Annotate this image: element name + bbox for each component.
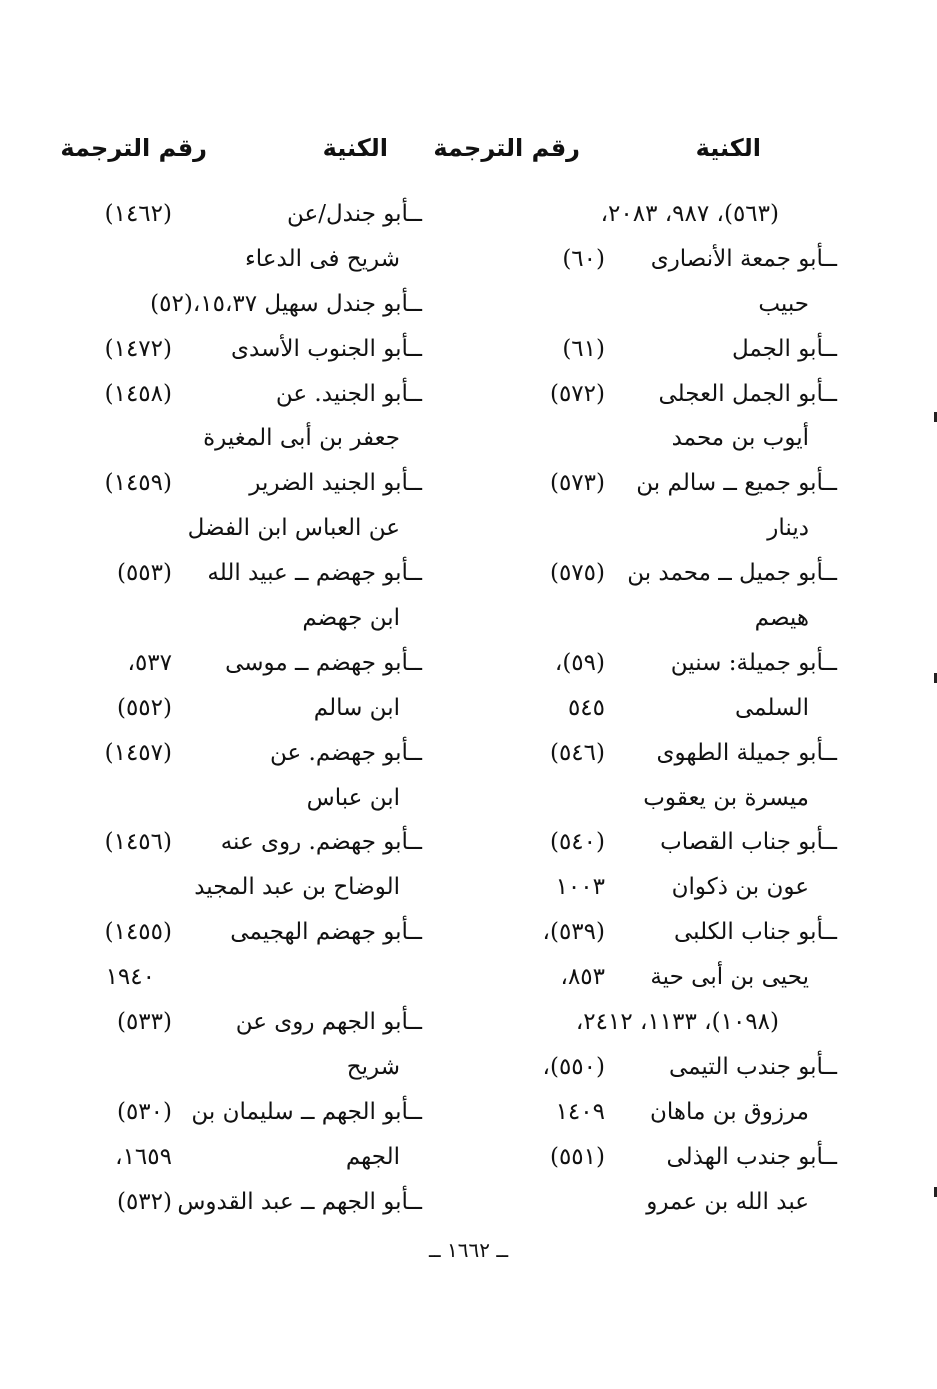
entry-number: (٥٣٢) xyxy=(116,1188,172,1215)
index-entry xyxy=(465,776,837,821)
index-entry xyxy=(465,955,837,1000)
entry-number: (١٤٧٢) xyxy=(104,335,172,362)
index-entry xyxy=(87,1090,422,1135)
entry-kunya: يحيى بن أبى حية xyxy=(650,964,809,991)
entry-kunya: ــأبو جميل ــ محمد بن xyxy=(627,560,837,587)
header-right-number: رقم الترجمة xyxy=(433,134,580,162)
index-entry xyxy=(87,596,422,641)
entry-kunya: ــأبو جندل/عن xyxy=(286,201,422,227)
index-entry xyxy=(87,955,422,1000)
entry-kunya: ــأبو جناب الكلبى xyxy=(673,919,837,946)
index-entry xyxy=(465,461,837,506)
entry-kunya: ــأبو جهضم ــ موسى xyxy=(225,649,422,676)
index-entry xyxy=(465,1090,837,1135)
entry-kunya: ــأبو الجنيد الضرير xyxy=(249,470,422,497)
index-entry xyxy=(87,686,422,731)
index-entry xyxy=(465,416,837,461)
index-entry xyxy=(465,1045,837,1090)
entry-kunya: دينار xyxy=(767,515,809,542)
index-entry xyxy=(465,506,837,551)
entry-number: (١٤٥٥) xyxy=(104,919,172,946)
entry-kunya: ابن جهضم xyxy=(302,605,400,632)
entry-number: (١٤٥٦) xyxy=(104,829,172,856)
entry-kunya: ــأبو جندل سهيل ١٥،٣٧،(٥٢) xyxy=(150,290,422,317)
index-entry xyxy=(87,731,422,776)
index-entry xyxy=(87,461,422,506)
index-entry xyxy=(87,551,422,596)
entry-number: ٥٣٧، xyxy=(127,649,172,676)
index-entry xyxy=(465,372,837,417)
entry-number: ١٠٠٣ xyxy=(555,874,605,901)
entry-kunya: ــأبو الجنوب الأسدى xyxy=(231,335,422,362)
entry-kunya: هيصم xyxy=(754,605,809,632)
right-column xyxy=(465,192,837,1224)
entry-number: ٥٤٥ xyxy=(567,694,605,721)
entry-kunya: ــأبو جناب القصاب xyxy=(660,829,837,856)
index-entry xyxy=(87,1180,422,1225)
entry-kunya: أيوب بن محمد xyxy=(671,425,809,452)
entry-kunya: ــأبو جهضم. روى عنه xyxy=(220,829,422,856)
index-entry xyxy=(87,910,422,955)
entry-kunya: الجهم xyxy=(345,1143,400,1170)
index-entry xyxy=(465,731,837,776)
entry-kunya: حبيب xyxy=(758,290,809,317)
entry-kunya: جعفر بن أبى المغيرة xyxy=(203,425,400,452)
entry-kunya: ــأبو الجهم ــ سليمان بن xyxy=(191,1098,422,1125)
index-entry xyxy=(87,192,422,237)
entry-kunya: ــأبو جهضم الهجيمى xyxy=(230,919,422,946)
page-number: ــ ١٦٦٢ ــ xyxy=(428,1238,509,1262)
index-entry xyxy=(87,282,422,327)
entry-kunya: عن العباس ابن الفضل xyxy=(187,515,400,542)
index-entry xyxy=(87,1045,422,1090)
entry-number: (٥٥٣) xyxy=(116,560,172,587)
entry-number: (٥٤٠) xyxy=(549,829,605,856)
entry-kunya: السلمى xyxy=(735,694,809,721)
entry-kunya: شريح فى الدعاء xyxy=(244,245,400,272)
index-entry xyxy=(87,641,422,686)
index-entry xyxy=(465,192,837,237)
entry-kunya: مرزوق بن ماهان xyxy=(650,1098,809,1125)
entry-number: (١٤٥٧) xyxy=(104,739,172,766)
entry-kunya: ــأبو جميع ــ سالم بن xyxy=(636,470,837,497)
index-entry xyxy=(87,776,422,821)
index-entry xyxy=(465,1180,837,1225)
index-entry xyxy=(87,327,422,372)
index-entry xyxy=(465,551,837,596)
entry-number: (٥٥٠)، xyxy=(542,1053,605,1080)
entry-kunya: ــأبو جميلة: سنين xyxy=(670,649,837,676)
entry-kunya: ــأبو الجمل العجلى xyxy=(658,380,837,407)
entry-number: (٥٣٣) xyxy=(116,1009,172,1036)
entry-number: (١٤٥٩) xyxy=(104,470,172,497)
index-entry xyxy=(465,596,837,641)
index-entry xyxy=(465,237,837,282)
entry-kunya: ابن سالم xyxy=(313,694,400,721)
entry-number: ١٦٥٩، xyxy=(115,1143,172,1170)
entry-number: (٥٦٣)، ٩٨٧، ٢٠٨٣، xyxy=(600,201,779,227)
entry-number: ١٩٤٠ xyxy=(105,964,155,991)
index-entry xyxy=(87,237,422,282)
entry-kunya: عبد الله بن عمرو xyxy=(646,1188,809,1215)
entry-kunya: ــأبو جهضم ــ عبيد الله xyxy=(207,560,422,587)
entry-number: ٨٥٣، xyxy=(560,964,605,991)
header-left-number: رقم الترجمة xyxy=(60,134,207,162)
entry-kunya: ميسرة بن يعقوب xyxy=(643,784,809,811)
entry-number: ١٤٠٩ xyxy=(555,1098,605,1125)
index-entry xyxy=(87,1000,422,1045)
entry-number: (٥٧٥) xyxy=(549,560,605,587)
entry-number: (٥٣٩)، xyxy=(542,919,605,946)
index-entry xyxy=(465,282,837,327)
entry-kunya: شريح xyxy=(346,1053,400,1080)
index-entry xyxy=(465,1000,837,1045)
entry-kunya: ــأبو جهضم. عن xyxy=(269,739,422,766)
entry-number: (١٤٦٢) xyxy=(104,201,172,227)
index-entry xyxy=(465,910,837,955)
entry-kunya: الوضاح بن عبد المجيد xyxy=(194,874,400,901)
index-entry xyxy=(87,372,422,417)
index-entry xyxy=(465,865,837,910)
entry-number: (١٤٥٨) xyxy=(104,380,172,407)
index-entry xyxy=(465,1135,837,1180)
index-entry xyxy=(87,865,422,910)
index-entry xyxy=(465,327,837,372)
header-left-kunya: الكنية xyxy=(322,134,388,162)
index-entry xyxy=(87,416,422,461)
entry-kunya: ــأبو جندب التيمى xyxy=(668,1053,837,1080)
left-column xyxy=(87,192,422,1224)
entry-number: (٥٩)، xyxy=(554,649,605,676)
entry-number: (٥٥١) xyxy=(549,1143,605,1170)
index-entry xyxy=(465,686,837,731)
index-entry xyxy=(87,1135,422,1180)
entry-kunya: ــأبو جمعة الأنصارى xyxy=(650,245,837,272)
header-right-kunya: الكنية xyxy=(695,134,761,162)
entry-kunya: ــأبو جندب الهذلى xyxy=(666,1143,837,1170)
entry-kunya: ــأبو جميلة الطهوى xyxy=(656,739,837,766)
entry-number: (٥٧٣) xyxy=(549,470,605,497)
index-entry xyxy=(465,820,837,865)
entry-kunya: ابن عباس xyxy=(306,784,400,811)
entry-number: (٥٣٠) xyxy=(116,1098,172,1125)
entry-number: (٥٤٦) xyxy=(549,739,605,766)
entry-kunya: عون بن ذكوان xyxy=(671,874,809,901)
entry-number: (١٠٩٨)، ١١٣٣، ٢٤١٢، xyxy=(575,1009,779,1036)
entry-kunya: ــأبو الجهم روى عن xyxy=(235,1009,422,1036)
entry-number: (٥٧٢) xyxy=(549,380,605,407)
entry-kunya: ــأبو الجمل xyxy=(731,335,837,362)
index-entry xyxy=(87,820,422,865)
index-entry xyxy=(87,506,422,551)
entry-number: (٦١) xyxy=(562,335,605,362)
entry-number: (٥٥٢) xyxy=(116,694,172,721)
index-entry xyxy=(465,641,837,686)
entry-kunya: ــأبو الجنيد. عن xyxy=(275,380,422,407)
entry-number: (٦٠) xyxy=(562,245,605,272)
entry-kunya: ــأبو الجهم ــ عبد القدوس xyxy=(177,1188,422,1215)
